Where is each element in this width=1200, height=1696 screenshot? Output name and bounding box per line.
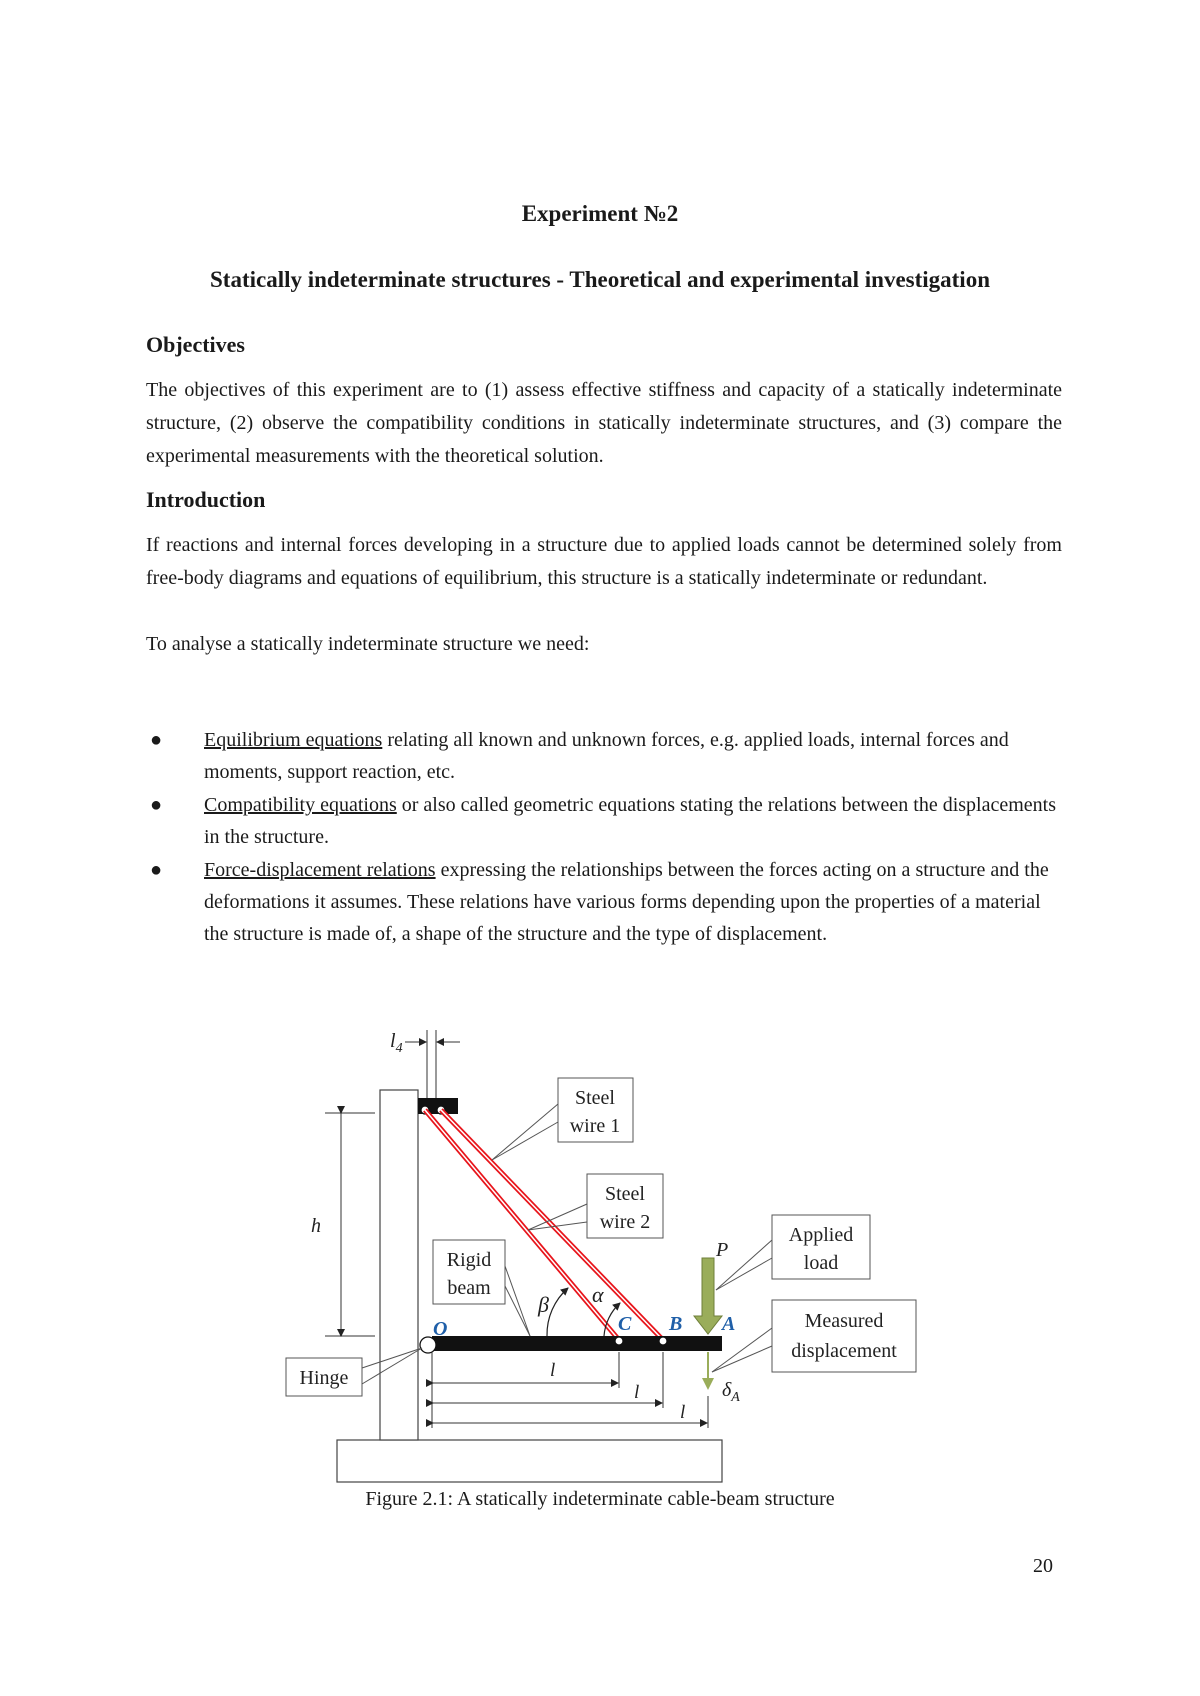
list-item-term: Compatibility equations	[204, 794, 397, 816]
experiment-title: Experiment №2	[521, 201, 679, 226]
objectives-paragraph: The objectives of this experiment are to (1) assess effective stiffness and capacity of a statically indeterminate structure, (2) observe the compatibility conditions in statically indeterminate structures, and (3) compare the experimental measurements with the theoretical solution.	[146, 379, 1062, 467]
callout-steel-wire-2-line1: Steel	[605, 1183, 645, 1205]
callout-leader	[492, 1122, 558, 1160]
list-item-text: expressing the relationships between the forces acting on a structure and the deformations it assumes. These relations have various forms depending upon the properties of a material the structure is made of, a shape of the structure and the type of displacement.	[204, 859, 1049, 945]
l4-label: $l_4$	[390, 1030, 403, 1056]
callout-leader	[505, 1266, 530, 1336]
introduction-heading: Introduction	[146, 487, 266, 512]
h-label: h	[311, 1215, 321, 1237]
displacement-arrowhead-icon	[702, 1378, 714, 1390]
objectives-heading: Objectives	[146, 332, 245, 357]
callout-rigid-beam-line1: Rigid	[446, 1249, 492, 1271]
list-item-text: or also called geometric equations stating the relations between the displacements in the structure.	[204, 794, 1056, 848]
l4-text: l	[390, 1030, 396, 1052]
document-title	[0, 261, 1200, 299]
callout-measured-displacement-line2: displacement	[791, 1340, 897, 1362]
list-item-term: Force-displacement relations	[204, 859, 436, 881]
support-column	[380, 1090, 418, 1440]
pin-b	[659, 1337, 667, 1345]
callout-leader	[492, 1104, 558, 1160]
pin-c	[615, 1337, 623, 1345]
l1-label: l	[680, 1402, 686, 1423]
page-number: 20	[1033, 1555, 1053, 1577]
load-p-label: P	[716, 1239, 729, 1261]
callout-steel-wire-2-line2: wire 2	[599, 1211, 651, 1233]
beta-arc	[547, 1288, 568, 1336]
callout-rigid-beam-line2: beam	[447, 1277, 491, 1299]
callout-applied-load-line2: load	[803, 1252, 839, 1274]
beta-label: β	[538, 1292, 549, 1317]
list-item-term: Equilibrium equations	[204, 729, 383, 751]
point-a-label: A	[722, 1313, 736, 1335]
alpha-label: α	[592, 1282, 604, 1307]
load-arrow-icon	[694, 1258, 722, 1334]
bullet-icon: ●	[150, 859, 163, 881]
figure-caption: Figure 2.1: A statically indeterminate cable-beam structure	[365, 1488, 835, 1510]
base-block	[337, 1440, 722, 1482]
delta-a-label: $\delta_A$	[722, 1379, 740, 1405]
callout-hinge-text: Hinge	[299, 1367, 349, 1389]
list-item	[146, 789, 1062, 853]
bullet-icon: ●	[150, 794, 163, 816]
introduction-paragraph: If reactions and internal forces developing in a structure due to applied loads cannot be determined solely from free-body diagrams and equations of equilibrium, this structure is a statically indeterminate or redundant.	[146, 534, 1062, 589]
list-item	[146, 854, 1062, 950]
requirements-list	[146, 724, 1062, 951]
callout-applied-load-line1: Applied	[788, 1224, 854, 1246]
cable-beam-diagram	[270, 1020, 930, 1500]
delta-a-text: δ	[722, 1379, 732, 1401]
l2-label: l	[634, 1382, 640, 1403]
callout-leader	[505, 1286, 530, 1336]
callout-measured-displacement-line1: Measured	[804, 1310, 884, 1332]
document-title-text: Statically indeterminate structures - Theoretical and experimental investigation	[210, 267, 990, 292]
l3-label: l	[550, 1360, 556, 1381]
bullet-icon: ●	[150, 729, 163, 751]
callout-steel-wire-1-line1: Steel	[575, 1087, 615, 1109]
list-item-text: relating all known and unknown forces, e.g. applied loads, internal forces and moments, support reaction, etc.	[204, 729, 1009, 783]
point-c-label: C	[618, 1313, 632, 1335]
point-o-label: O	[433, 1318, 448, 1340]
list-item	[146, 724, 1062, 788]
callout-steel-wire-1-line2: wire 1	[569, 1115, 621, 1137]
introduction-lead: To analyse a statically indeterminate structure we need:	[146, 633, 590, 655]
rigid-beam	[432, 1336, 722, 1351]
callout-leader	[716, 1258, 772, 1290]
point-b-label: B	[669, 1313, 683, 1335]
